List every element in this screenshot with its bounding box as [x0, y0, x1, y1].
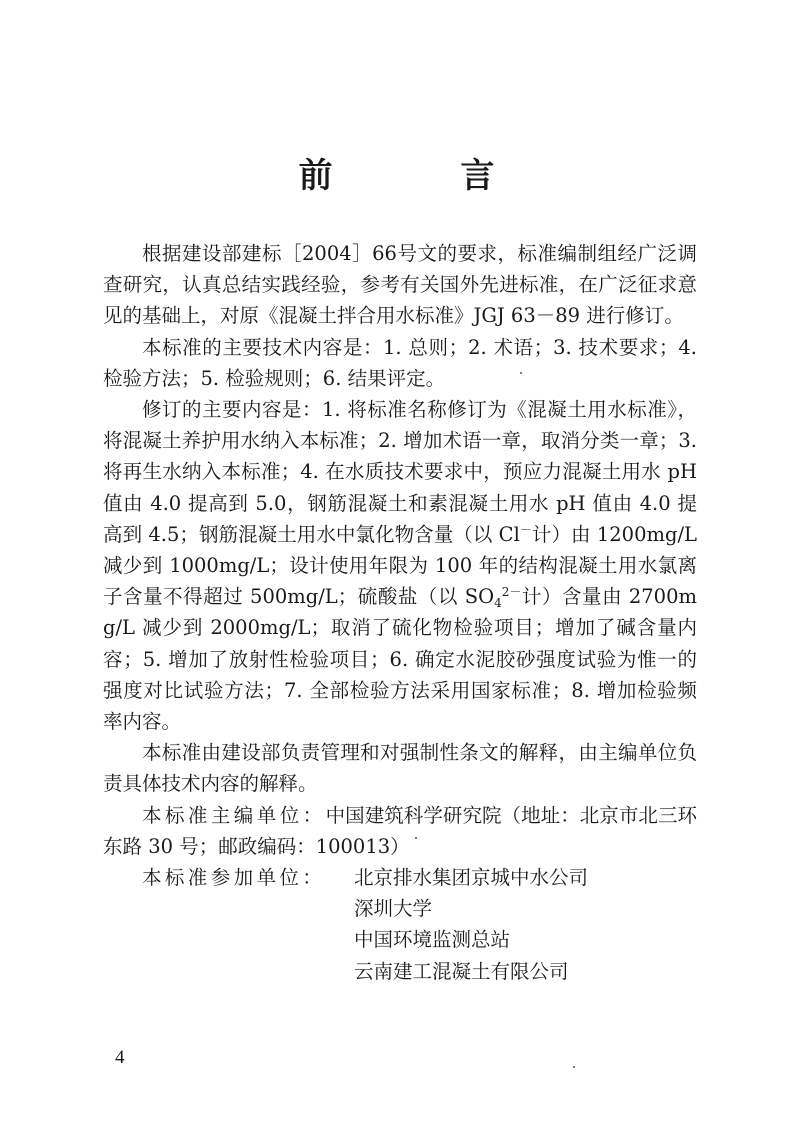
preface-body — [103, 238, 697, 987]
participant-row — [103, 956, 697, 987]
scan-speck — [573, 1066, 575, 1068]
revisions-text-part-3: 计）含量由 2700mg/L 减少到 2000mg/L；取消了硫化物检验项目；增加了碱含量内容；5. 增加了放射性检验项目；6. 确定水泥胶砂强度试验为惟一的强度对比试验方法；7. 全部检验方法采用国家标准；8. 增加检验频率内容。 — [103, 585, 697, 734]
revisions-text-part-2: 计）由 1200mg/L 减少到 1000mg/L；设计使用年限为 100 年的结构混凝土用水氯离子含量不得超过 500mg/L；硫酸盐（以 SO — [103, 522, 697, 609]
editor-unit-value: 中国建筑科学研究院（地址：北京市北三环东路 30 号；邮政编码：100013） — [103, 803, 697, 858]
paragraph-background: 根据建设部建标［2004］66号文的要求，标准编制组经广泛调查研究，认真总结实践经验，参考有关国外先进标准，在广泛征求意见的基础上，对原《混凝土拌合用水标准》JGJ 63－89 进行修订。 — [103, 242, 697, 328]
sulfate-subscript: 4 — [494, 596, 502, 611]
paragraph-main-content: 本标准的主要技术内容是：1. 总则；2. 术语；3. 技术要求；4. 检验方法；5. 检验规则；6. 结果评定。 — [103, 335, 697, 390]
participant-unit: 深圳大学 — [354, 897, 433, 921]
chloride-charge-superscript: － — [519, 522, 532, 537]
participant-label-spacer — [103, 924, 354, 955]
participant-unit: 北京排水集团京城中水公司 — [354, 866, 589, 890]
revisions-text-part-1: 修订的主要内容是：1. 将标准名称修订为《混凝土用水标准》，将混凝土养护用水纳入本标准；2. 增加术语一章，取消分类一章；3. 将再生水纳入本标准；4. 在水质技术要求中，预应力混凝土用水 pH 值由 4.0 提高到 5.0，钢筋混凝土和素混凝土用水 pH 值由 4.0 提高到 4.5；钢筋混凝土用水中氯化物含量（以 Cl — [103, 398, 697, 546]
participant-row — [103, 862, 697, 893]
page-title: 前 言 — [298, 156, 553, 196]
sulfate-charge-superscript: 2－ — [501, 585, 522, 600]
participant-units-label: 本标准参加单位： — [142, 866, 326, 890]
participant-row — [103, 893, 697, 924]
participant-unit: 云南建工混凝土有限公司 — [354, 959, 569, 983]
scan-speck — [415, 837, 417, 839]
participant-unit: 中国环境监测总站 — [354, 928, 511, 952]
editor-unit — [103, 800, 697, 862]
participant-label-spacer — [103, 956, 354, 987]
paragraph-management: 本标准由建设部负责管理和对强制性条文的解释，由主编单位负责具体技术内容的解释。 — [103, 741, 697, 796]
scan-speck — [520, 372, 522, 374]
page-number: 4 — [115, 1047, 125, 1068]
participant-units — [103, 862, 697, 987]
participant-row — [103, 924, 697, 955]
editor-unit-label: 本标准主编单位： — [142, 803, 326, 827]
participant-label-spacer — [103, 893, 354, 924]
paragraph-revisions — [103, 394, 697, 737]
